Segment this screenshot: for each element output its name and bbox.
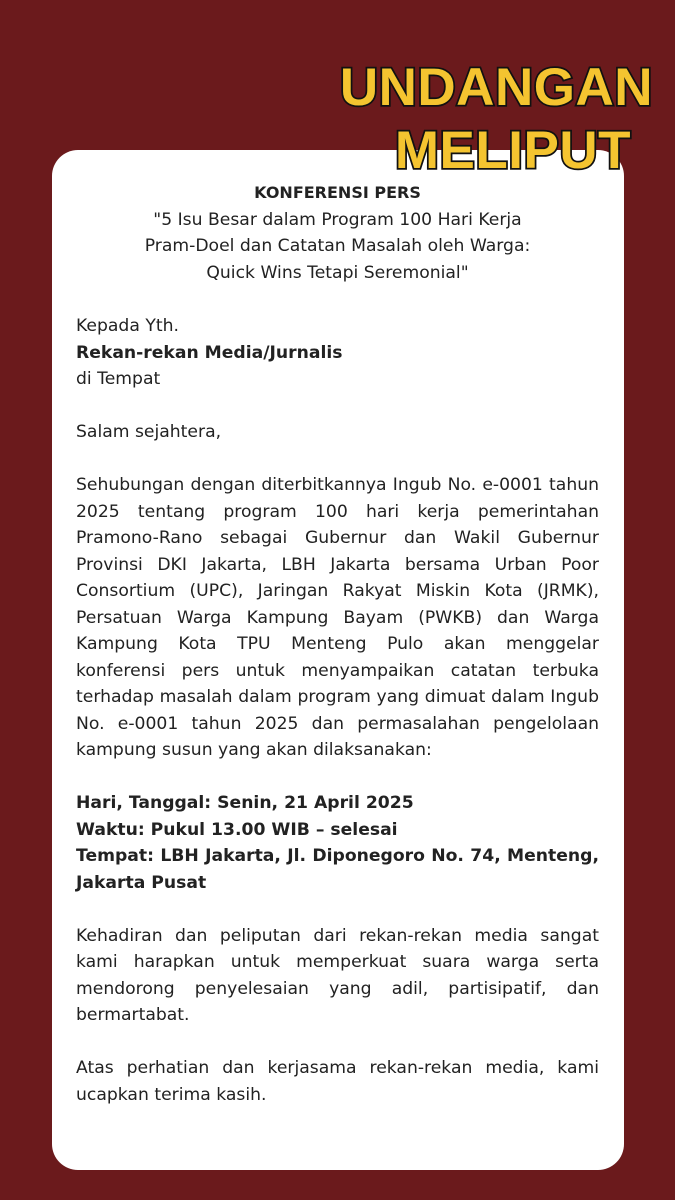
event-time: Waktu: Pukul 13.00 WIB – selesai [76,819,398,840]
headline [233,56,653,182]
closing-paragraph: Kehadiran dan peliputan dari rekan-rekan media sangat kami harapkan untuk memperkuat suara warga serta mendorong penyelesaian yang adil, partisipatif, dan bermartabat. [76,925,599,1025]
body-paragraph: Sehubungan dengan diterbitkannya Ingub No. e-0001 tahun 2025 tentang program 100 hari kerja pemerintahan Pramono-Rano sebagai Gubernur dan Wakil Gubernur Provinsi DKI Jakarta, LBH Jakarta bersama Urban Poor Consortium (UPC), Jaringan Rakyat Miskin Kota (JRMK), Persatuan Warga Kampung Bayam (PWKB) dan Warga Kampung Kota TPU Menteng Pulo akan menggelar konferensi pers untuk menyampaikan catatan terbuka terhadap masalah dalam program yang dimuat dalam Ingub No. e-0001 tahun 2025 dan permasalahan pengelolaan kampung susun yang akan dilaksanakan: [76,475,599,760]
addressee-recipient: Rekan-rekan Media/Jurnalis [76,342,343,363]
headline-line-2: MELIPUT [394,121,631,180]
headline-line-1: UNDANGAN [339,58,653,117]
addressee-place: di Tempat [76,369,161,389]
addressee-block [76,313,599,393]
invitation-letter [76,180,599,1108]
press-conference-label: KONFERENSI PERS [254,183,421,202]
thanks-paragraph: Atas perhatian dan kerjasama rekan-rekan media, kami ucapkan terima kasih. [76,1058,599,1105]
press-conference-header [76,180,599,286]
event-title-line: Quick Wins Tetapi Seremonial" [206,262,469,283]
event-venue: Tempat: LBH Jakarta, Jl. Diponegoro No. 74, Menteng, Jakarta Pusat [76,846,599,893]
salutation: Salam sejahtera, [76,422,222,442]
addressee-greeting: Kepada Yth. [76,316,179,336]
event-date: Hari, Tanggal: Senin, 21 April 2025 [76,793,414,813]
event-details [76,790,599,896]
event-title-line: "5 Isu Besar dalam Program 100 Hari Kerja [153,209,522,230]
event-title-line: Pram-Doel dan Catatan Masalah oleh Warga: [144,236,531,256]
